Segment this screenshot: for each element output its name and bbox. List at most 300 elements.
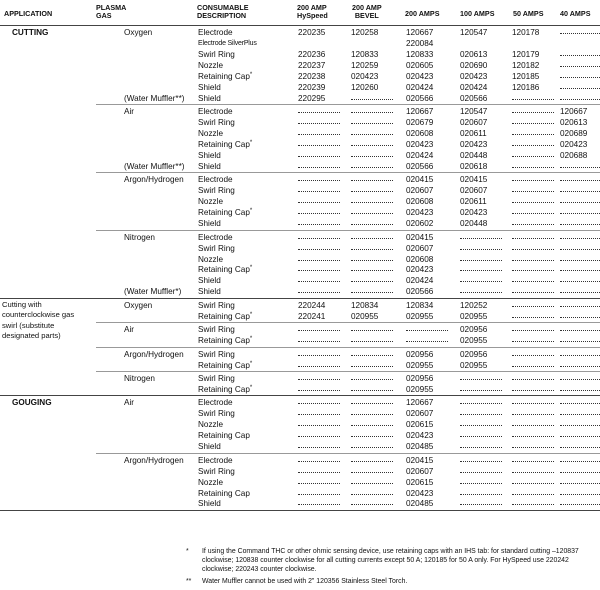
empty-cell-dash xyxy=(460,483,502,484)
description-text: Shield xyxy=(198,287,221,297)
consumable-description xyxy=(198,232,233,243)
part-number: 020423 xyxy=(460,140,488,149)
empty-cell-dash xyxy=(298,414,340,415)
empty-cell-dash xyxy=(351,494,393,495)
empty-cell-dash xyxy=(351,134,393,135)
description-text: Swirl Ring xyxy=(198,118,235,128)
description-text: Swirl Ring xyxy=(198,325,235,335)
consumable-description xyxy=(198,466,235,477)
application-label: CUTTING xyxy=(12,28,49,37)
part-number: 220084 xyxy=(406,38,434,48)
consumable-description xyxy=(198,196,223,207)
consumable-description xyxy=(198,161,221,172)
part-number: 120182 xyxy=(512,60,540,70)
empty-cell-dash xyxy=(351,202,393,203)
description-text: Retaining Cap xyxy=(198,311,250,321)
empty-cell-dash xyxy=(460,414,502,415)
description-text: Swirl Ring xyxy=(198,243,235,253)
description-text: Shield xyxy=(198,161,221,171)
consumable-description xyxy=(198,335,252,346)
part-number: 020689 xyxy=(560,129,588,139)
part-number: 020424 xyxy=(406,150,434,160)
empty-cell-dash xyxy=(351,99,393,100)
empty-cell-dash xyxy=(512,355,554,356)
consumable-description xyxy=(198,275,221,286)
group-divider xyxy=(96,322,600,323)
empty-cell-dash xyxy=(512,134,554,135)
header-50-amps: 50 AMPS xyxy=(513,9,544,18)
empty-cell-dash xyxy=(512,292,554,293)
header-consumable-description: CONSUMABLE DESCRIPTION xyxy=(197,3,249,20)
empty-cell-dash xyxy=(298,260,340,261)
part-number: 020613 xyxy=(560,118,588,128)
part-number: 020608 xyxy=(406,254,434,264)
part-number: 020607 xyxy=(406,186,434,196)
empty-cell-dash xyxy=(351,390,393,391)
empty-cell-dash xyxy=(351,292,393,293)
part-number: 120179 xyxy=(512,49,540,59)
part-number: 020955 xyxy=(351,311,379,321)
empty-cell-dash xyxy=(512,213,554,214)
empty-cell-dash xyxy=(560,483,600,484)
plasma-gas-label: Nitrogen xyxy=(124,374,155,383)
consumable-description xyxy=(198,324,235,335)
section-divider xyxy=(0,510,600,511)
empty-cell-dash xyxy=(512,472,554,473)
part-number: 120547 xyxy=(460,107,488,117)
header-200-bevel: 200 AMP BEVEL xyxy=(352,3,382,20)
consumable-description xyxy=(198,373,235,384)
consumable-description xyxy=(198,286,221,297)
empty-cell-dash xyxy=(512,99,554,100)
consumable-description xyxy=(198,455,233,466)
part-number: 020955 xyxy=(406,360,434,370)
water-muffler-note: (Water Muffler**) xyxy=(124,161,185,171)
footnote-mark: * xyxy=(186,548,189,555)
part-number: 220235 xyxy=(298,28,326,37)
group-divider xyxy=(96,371,600,372)
part-number: 020608 xyxy=(406,129,434,139)
empty-cell-dash xyxy=(512,447,554,448)
section-divider xyxy=(0,298,600,299)
part-number: 020955 xyxy=(460,360,488,370)
empty-cell-dash xyxy=(512,112,554,113)
part-number: 020613 xyxy=(460,49,488,59)
description-text: Nozzle xyxy=(198,477,224,487)
consumable-description xyxy=(198,477,223,488)
part-number: 020485 xyxy=(406,442,434,452)
empty-cell-dash xyxy=(512,483,554,484)
empty-cell-dash xyxy=(351,472,393,473)
group-divider xyxy=(96,230,600,231)
empty-cell-dash xyxy=(406,341,448,342)
empty-cell-dash xyxy=(298,123,340,124)
empty-cell-dash xyxy=(298,366,340,367)
description-text: Swirl Ring xyxy=(198,466,235,476)
empty-cell-dash xyxy=(512,306,554,307)
consumable-description xyxy=(198,150,221,161)
part-number: 120260 xyxy=(351,82,379,92)
empty-cell-dash xyxy=(512,341,554,342)
empty-cell-dash xyxy=(298,425,340,426)
empty-cell-dash xyxy=(351,425,393,426)
description-text: Electrode xyxy=(198,232,233,242)
empty-cell-dash xyxy=(351,238,393,239)
description-text: Swirl Ring xyxy=(198,374,235,383)
empty-cell-dash xyxy=(351,483,393,484)
description-text: Retaining Cap xyxy=(198,208,250,218)
empty-cell-dash xyxy=(298,403,340,404)
description-text: Shield xyxy=(198,499,221,509)
empty-cell-dash xyxy=(512,494,554,495)
empty-cell-dash xyxy=(298,112,340,113)
part-number: 020611 xyxy=(460,197,487,207)
part-number: 020448 xyxy=(460,150,488,160)
empty-cell-dash xyxy=(512,379,554,380)
part-number: 220238 xyxy=(298,71,326,81)
consumable-description xyxy=(198,397,233,408)
empty-cell-dash xyxy=(512,238,554,239)
part-number: 220236 xyxy=(298,49,326,59)
description-text: Electrode SilverPlus xyxy=(198,39,257,47)
consumable-description xyxy=(198,419,223,430)
description-text: Electrode xyxy=(198,455,233,465)
part-number: 020415 xyxy=(460,175,488,185)
consumable-description xyxy=(198,174,233,185)
description-text: Retaining Cap xyxy=(198,384,250,394)
part-number: 020955 xyxy=(460,336,488,346)
footnote-text: Water Muffler cannot be used with 2" 120356 Stainless Steel Torch. xyxy=(202,578,408,585)
empty-cell-dash xyxy=(406,330,448,331)
part-number: 120185 xyxy=(512,71,540,81)
empty-cell-dash xyxy=(512,191,554,192)
part-number: 020423 xyxy=(460,208,488,218)
consumable-description xyxy=(198,117,235,128)
empty-cell-dash xyxy=(512,202,554,203)
part-number: 020955 xyxy=(406,384,434,394)
empty-cell-dash xyxy=(512,281,554,282)
empty-cell-dash xyxy=(298,379,340,380)
empty-cell-dash xyxy=(460,403,502,404)
empty-cell-dash xyxy=(351,504,393,505)
consumable-description xyxy=(198,27,233,38)
description-text: Nozzle xyxy=(198,420,224,430)
empty-cell-dash xyxy=(460,425,502,426)
empty-cell-dash xyxy=(298,270,340,271)
footnote-marker: * xyxy=(249,336,253,343)
plasma-gas-label: Air xyxy=(124,107,135,117)
empty-cell-dash xyxy=(298,390,340,391)
empty-cell-dash xyxy=(512,167,554,168)
empty-cell-dash xyxy=(560,317,600,318)
part-number: 020566 xyxy=(406,287,434,297)
plasma-gas-label: Air xyxy=(124,325,135,335)
consumable-description xyxy=(198,300,235,311)
empty-cell-dash xyxy=(351,270,393,271)
part-number: 120258 xyxy=(351,28,379,37)
empty-cell-dash xyxy=(351,403,393,404)
description-text: Swirl Ring xyxy=(198,49,235,59)
empty-cell-dash xyxy=(460,270,502,271)
part-number: 020566 xyxy=(406,161,434,171)
application-label: GOUGING xyxy=(12,398,52,408)
empty-cell-dash xyxy=(512,224,554,225)
empty-cell-dash xyxy=(351,366,393,367)
description-text: Retaining Cap xyxy=(198,360,250,370)
empty-cell-dash xyxy=(351,156,393,157)
header-plasma-gas: PLASMA GAS xyxy=(96,3,127,20)
empty-cell-dash xyxy=(460,461,502,462)
part-number: 020955 xyxy=(460,311,488,321)
empty-cell-dash xyxy=(460,447,502,448)
part-number: 020423 xyxy=(406,140,434,149)
consumable-description xyxy=(198,106,233,117)
part-number: 120834 xyxy=(406,300,434,310)
empty-cell-dash xyxy=(351,330,393,331)
description-text: Swirl Ring xyxy=(198,186,235,196)
section-divider xyxy=(0,395,600,396)
consumable-description xyxy=(198,384,252,395)
part-number: 220241 xyxy=(298,311,326,321)
empty-cell-dash xyxy=(560,379,600,380)
description-text: Nozzle xyxy=(198,60,224,70)
empty-cell-dash xyxy=(298,202,340,203)
empty-cell-dash xyxy=(512,504,554,505)
part-number: 020423 xyxy=(560,140,588,149)
empty-cell-dash xyxy=(351,436,393,437)
empty-cell-dash xyxy=(298,436,340,437)
part-number: 120186 xyxy=(512,82,540,92)
part-number: 020615 xyxy=(406,420,434,430)
consumable-description xyxy=(198,60,223,71)
empty-cell-dash xyxy=(512,403,554,404)
empty-cell-dash xyxy=(560,66,600,67)
empty-cell-dash xyxy=(560,306,600,307)
plasma-gas-label: Air xyxy=(124,398,135,408)
plasma-gas-label: Argon/Hydrogen xyxy=(124,175,184,185)
part-number: 020956 xyxy=(460,349,488,359)
group-divider xyxy=(96,104,600,105)
part-number: 120252 xyxy=(460,300,488,310)
part-number: 120667 xyxy=(406,28,434,37)
empty-cell-dash xyxy=(298,249,340,250)
description-text: Nozzle xyxy=(198,197,224,207)
description-text: Nozzle xyxy=(198,129,224,139)
empty-cell-dash xyxy=(512,260,554,261)
description-text: Shield xyxy=(198,442,221,452)
description-text: Electrode xyxy=(198,398,233,408)
empty-cell-dash xyxy=(460,472,502,473)
consumable-description xyxy=(198,488,250,499)
description-text: Electrode xyxy=(198,107,233,117)
header-application: APPLICATION xyxy=(4,9,53,18)
empty-cell-dash xyxy=(298,330,340,331)
header-40-amps: 40 AMPS xyxy=(560,9,591,18)
empty-cell-dash xyxy=(351,180,393,181)
header-200-amps: 200 AMPS xyxy=(405,9,440,18)
empty-cell-dash xyxy=(512,180,554,181)
empty-cell-dash xyxy=(512,145,554,146)
empty-cell-dash xyxy=(351,249,393,250)
part-number: 120667 xyxy=(406,107,434,117)
empty-cell-dash xyxy=(560,390,600,391)
header-200-hyspeed: 200 AMP HySpeed xyxy=(297,3,328,20)
consumable-description xyxy=(198,93,221,104)
part-number: 020423 xyxy=(406,208,434,218)
part-number: 020424 xyxy=(460,82,488,92)
description-text: Electrode xyxy=(198,28,233,37)
description-text: Swirl Ring xyxy=(198,349,235,359)
description-text: Shield xyxy=(198,93,221,103)
empty-cell-dash xyxy=(351,414,393,415)
part-number: 020602 xyxy=(406,219,434,229)
consumable-description xyxy=(198,82,221,93)
water-muffler-note: (Water Muffler*) xyxy=(124,287,182,297)
part-number: 120667 xyxy=(406,398,434,408)
part-number: 020607 xyxy=(406,466,434,476)
part-number: 020423 xyxy=(460,71,488,81)
empty-cell-dash xyxy=(560,260,600,261)
empty-cell-dash xyxy=(298,156,340,157)
plasma-gas-label: Argon/Hydrogen xyxy=(124,349,184,359)
footnote-marker: * xyxy=(249,265,253,272)
empty-cell-dash xyxy=(460,292,502,293)
empty-cell-dash xyxy=(298,292,340,293)
part-number: 120259 xyxy=(351,60,379,70)
part-number: 020423 xyxy=(406,488,434,498)
empty-cell-dash xyxy=(560,292,600,293)
empty-cell-dash xyxy=(298,180,340,181)
description-text: Shield xyxy=(198,276,221,286)
empty-cell-dash xyxy=(560,341,600,342)
empty-cell-dash xyxy=(298,355,340,356)
part-number: 020424 xyxy=(406,82,434,92)
empty-cell-dash xyxy=(298,494,340,495)
empty-cell-dash xyxy=(560,494,600,495)
empty-cell-dash xyxy=(512,249,554,250)
consumable-description xyxy=(198,349,235,360)
footnote-marker: * xyxy=(249,208,253,215)
application-label: Cutting with counterclockwise gas swirl (substitute designated parts) xyxy=(2,299,75,341)
empty-cell-dash xyxy=(298,238,340,239)
consumable-description xyxy=(198,71,252,82)
empty-cell-dash xyxy=(298,504,340,505)
empty-cell-dash xyxy=(512,123,554,124)
empty-cell-dash xyxy=(560,249,600,250)
consumable-description xyxy=(198,254,223,265)
part-number: 020956 xyxy=(406,374,434,383)
empty-cell-dash xyxy=(560,425,600,426)
part-number: 020618 xyxy=(460,161,488,171)
empty-cell-dash xyxy=(560,191,600,192)
consumable-description xyxy=(198,185,235,196)
empty-cell-dash xyxy=(560,461,600,462)
empty-cell-dash xyxy=(560,504,600,505)
part-number: 020566 xyxy=(460,93,488,103)
empty-cell-dash xyxy=(560,270,600,271)
empty-cell-dash xyxy=(512,436,554,437)
part-number: 020611 xyxy=(460,129,487,139)
consumable-description xyxy=(198,49,235,60)
empty-cell-dash xyxy=(298,281,340,282)
empty-cell-dash xyxy=(351,281,393,282)
empty-cell-dash xyxy=(560,167,600,168)
plasma-gas-label: Argon/Hydrogen xyxy=(124,455,184,465)
empty-cell-dash xyxy=(560,180,600,181)
consumable-description xyxy=(198,38,257,49)
footnote-marker: * xyxy=(249,71,253,78)
empty-cell-dash xyxy=(460,494,502,495)
part-number: 020679 xyxy=(406,118,434,128)
consumable-description xyxy=(198,207,252,218)
part-number: 020955 xyxy=(406,311,434,321)
part-number: 020423 xyxy=(351,71,379,81)
empty-cell-dash xyxy=(460,260,502,261)
empty-cell-dash xyxy=(512,156,554,157)
part-number: 220237 xyxy=(298,60,326,70)
empty-cell-dash xyxy=(460,249,502,250)
empty-cell-dash xyxy=(298,224,340,225)
description-text: Retaining Cap xyxy=(198,265,250,275)
plasma-gas-label: Oxygen xyxy=(124,300,153,310)
footnote-marker: * xyxy=(249,311,253,318)
empty-cell-dash xyxy=(351,123,393,124)
empty-cell-dash xyxy=(298,134,340,135)
description-text: Retaining Cap xyxy=(198,140,250,149)
part-number: 220244 xyxy=(298,300,326,310)
description-text: Swirl Ring xyxy=(198,300,235,310)
description-text: Retaining Cap xyxy=(198,336,250,346)
consumable-description xyxy=(198,218,221,229)
description-text: Retaining Cap xyxy=(198,71,250,81)
description-text: Electrode xyxy=(198,175,233,185)
part-number: 020415 xyxy=(406,175,434,185)
part-number: 220239 xyxy=(298,82,326,92)
empty-cell-dash xyxy=(560,55,600,56)
part-number: 020688 xyxy=(560,150,588,160)
part-number: 120833 xyxy=(351,49,379,59)
empty-cell-dash xyxy=(512,390,554,391)
consumable-description xyxy=(198,441,221,452)
empty-cell-dash xyxy=(460,390,502,391)
consumable-description xyxy=(198,264,252,275)
header-100-amps: 100 AMPS xyxy=(460,9,495,18)
empty-cell-dash xyxy=(560,366,600,367)
footnote-mark: ** xyxy=(186,578,192,585)
consumable-description xyxy=(198,139,252,150)
empty-cell-dash xyxy=(351,260,393,261)
group-divider xyxy=(96,453,600,454)
empty-cell-dash xyxy=(298,341,340,342)
empty-cell-dash xyxy=(512,330,554,331)
footnote-marker: * xyxy=(249,384,253,391)
part-number: 020607 xyxy=(406,243,434,253)
empty-cell-dash xyxy=(298,447,340,448)
empty-cell-dash xyxy=(460,436,502,437)
empty-cell-dash xyxy=(351,167,393,168)
part-number: 020423 xyxy=(406,71,434,81)
empty-cell-dash xyxy=(512,317,554,318)
empty-cell-dash xyxy=(298,145,340,146)
empty-cell-dash xyxy=(460,504,502,505)
consumable-description xyxy=(198,311,252,322)
part-number: 020485 xyxy=(406,499,434,509)
description-text: Swirl Ring xyxy=(198,409,235,419)
consumable-description xyxy=(198,243,235,254)
empty-cell-dash xyxy=(560,414,600,415)
empty-cell-dash xyxy=(560,213,600,214)
description-text: Shield xyxy=(198,219,221,229)
